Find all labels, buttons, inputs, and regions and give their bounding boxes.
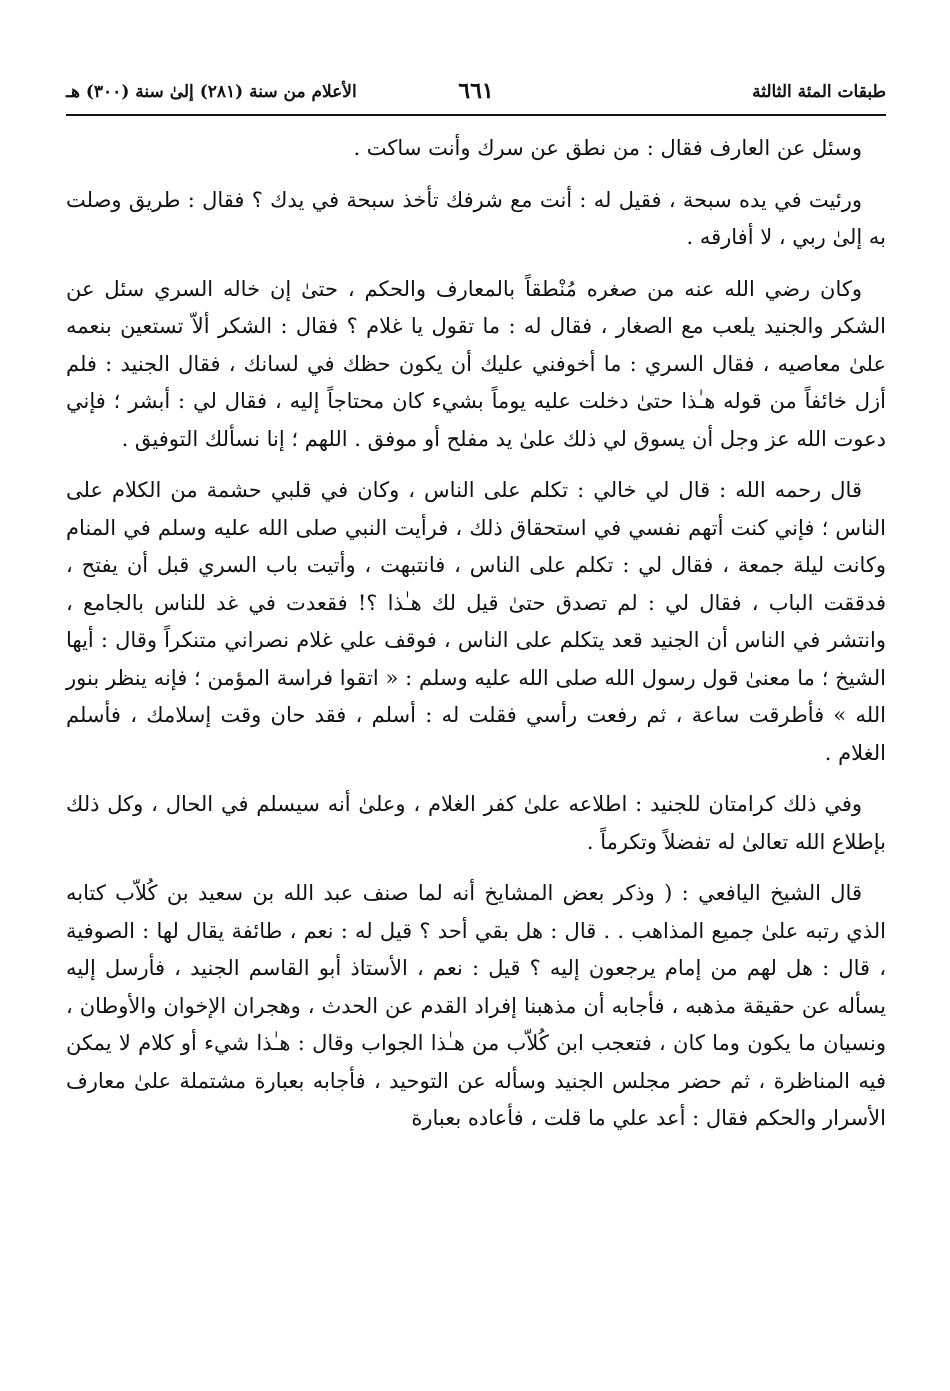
paragraph: وفي ذلك كرامتان للجنيد : اطلاعه علىٰ كفر الغلام ، وعلىٰ أنه سيسلم في الحال ، وكل ذلك بإطلاع الله تعالىٰ له تفضلاً وتكرماً . bbox=[66, 792, 886, 854]
paragraph: وسئل عن العارف فقال : من نطق عن سرك وأنت ساكت . bbox=[353, 136, 862, 160]
header-section-title: طبقات المئة الثالثة bbox=[752, 82, 886, 102]
paragraph: قال الشيخ اليافعي : ( وذكر بعض المشايخ أنه لما صنف عبد الله بن سعيد بن كُلاّب كتابه الذي رتبه علىٰ جميع المذاهب . . قال : هل بقي أحد ؟ قيل له : نعم ، طائفة يقال لها : الصوفية ، قال : هل لهم من إمام يرجعون إليه ؟ قيل : نعم ، الأستاذ أبو القاسم الجنيد ، فأرسل إليه يسأله عن حقيقة مذهبه ، فأجابه أن مذهبنا إفراد القدم عن الحدث ، وهجران الإخوان والأوطان ، ونسيان ما يكون وما كان ، فتعجب ابن كُلاّب من هـٰذا الجواب وقال : هـٰذا شيء أو كلام لا يمكن فيه المناظرة ، ثم حضر مجلس الجنيد وسأله عن التوحيد ، فأجابه بعبارة مشتملة علىٰ معارف الأسرار والحكم فقال : أعد علي ما قلت ، فأعاده بعبارة bbox=[66, 881, 886, 1130]
header-volume-range: الأعلام من سنة (٢٨١) إلىٰ سنة (٣٠٠) هـ bbox=[66, 82, 357, 102]
paragraph: وكان رضي الله عنه من صغره مُنْطقاً بالمعارف والحكم ، حتىٰ إن خاله السري سئل عن الشكر والجنيد يلعب مع الصغار ، فقال له : ما تقول يا غلام ؟ فقال : الشكر ألاّ تستعين بنعمه علىٰ معاصيه ، فقال السري : ما أخوفني عليك أن يكون حظك في لسانك ، فقال الجنيد : فلم أزل خائفاً من قوله هـٰذا حتىٰ دخلت عليه يوماً بشيء كان محتاجاً إليه ، فقال لي : أبشر ؛ فإني دعوت الله عز وجل أن يسوق لي ذلك علىٰ يد مفلح أو موفق . اللهم ؛ إنا نسألك التوفيق . bbox=[66, 276, 886, 451]
running-header bbox=[66, 74, 886, 116]
page-number: ٦٦١ bbox=[458, 78, 494, 104]
paragraph: ورئيت في يده سبحة ، فقيل له : أنت مع شرفك تأخذ سبحة في يدك ؟ فقال : طريق وصلت به إلىٰ ربي ، لا أفارقه . bbox=[66, 187, 886, 249]
paragraph: قال رحمه الله : قال لي خالي : تكلم على الناس ، وكان في قلبي حشمة من الكلام على الناس ؛ فإني كنت أتهم نفسي في استحقاق ذلك ، فرأيت النبي صلى الله عليه وسلم في المنام وكانت ليلة جمعة ، فقال لي : تكلم على الناس ، فانتبهت ، وأتيت باب السري قبل أن يفتح ، فدققت الباب ، فقال لي : لم تصدق حتىٰ قيل لك هـٰذا ؟! فقعدت في غد للناس بالجامع ، وانتشر في الناس أن الجنيد قعد يتكلم على الناس ، فوقف علي غلام نصراني متنكراً وقال : أيها الشيخ ؛ ما معنىٰ قول رسول الله صلى الله عليه وسلم : « اتقوا فراسة المؤمن ؛ فإنه ينظر بنور الله » فأطرقت ساعة ، ثم رفعت رأسي فقلت له : أسلم ، فقد حان وقت إسلامك ، فأسلم الغلام . bbox=[66, 478, 886, 765]
page-body bbox=[66, 130, 886, 1152]
